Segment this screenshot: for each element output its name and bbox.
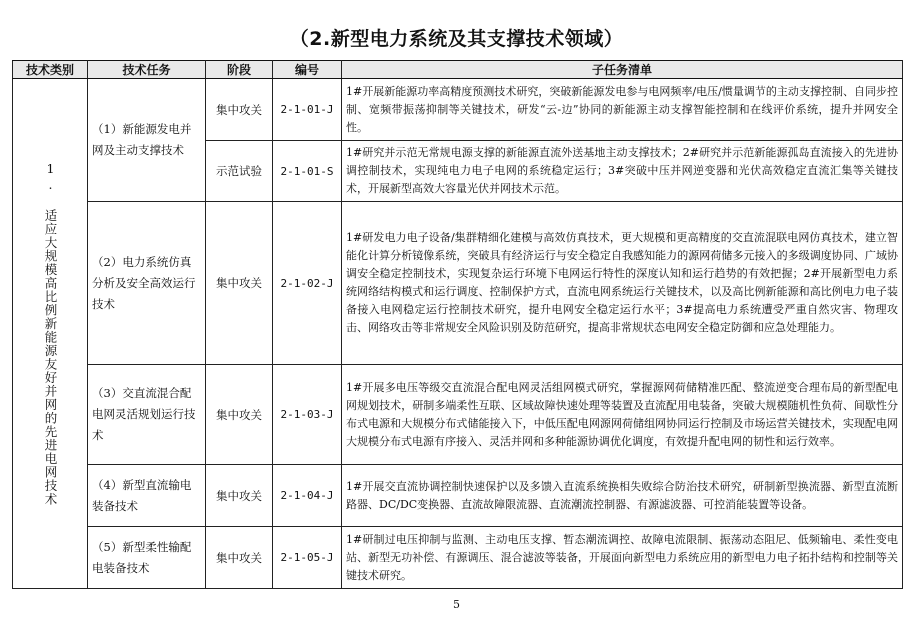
code-cell: 2-1-04-J xyxy=(273,465,342,527)
table-header-row xyxy=(13,61,903,79)
code-cell: 2-1-02-J xyxy=(273,202,342,365)
table-row xyxy=(13,527,903,589)
subtask-cell: 1#开展多电压等级交直流混合配电网灵活组网模式研究，掌握源网荷储精准匹配、整流逆变合理布局的新型配电网规划技术，研制多端柔性互联、区域故障快速处理等装置及直流配用电装备，突破大规模随机性负荷、间歇性分布式电源和大规模分布式储能接入下，中低压配电网源网荷储组网协同运行控制及市场运营关键技术，实现配电网大规模分布式电源有序接入、灵活并网和多种能源协调优化调度，有效提升配电网的韧性和运行效率。 xyxy=(342,365,903,465)
subtask-cell: 1#研究并示范无常规电源支撑的新能源直流外送基地主动支撑技术；2#研究并示范新能源孤岛直流接入的先进协调控制技术，实现纯电力电子电网的系统稳定运行；3#突破中压并网逆变器和光伏高效稳定直流汇集等关键技术，开展新型高效大容量光伏并网技术示范。 xyxy=(342,141,903,202)
code-cell: 2-1-01-S xyxy=(273,141,342,202)
header-code: 编号 xyxy=(273,61,342,79)
task-cell: （5）新型柔性输配电装备技术 xyxy=(88,527,206,589)
stage-cell: 示范试验 xyxy=(206,141,273,202)
stage-cell: 集中攻关 xyxy=(206,365,273,465)
page-number: 5 xyxy=(453,598,460,611)
subtask-cell: 1#研发电力电子设备/集群精细化建模与高效仿真技术，更大规模和更高精度的交直流混联电网仿真技术，建立智能化计算分析镜像系统，突破具有经济运行与安全稳定自我感知能力的源网荷储多元接入的多级调度协同、广域协调安全稳定控制技术，实现复杂运行环境下电网运行特性的深度认知和运行趋势的有效把握；2#开展新型电力系统网络结构模式和运行调度、控制保护方式，直流电网系统运行关键技术，以及高比例新能源和高比例电力电子装备接入电网稳定运行控制技术研究，提升电网安全稳定运行水平；3#提高电力系统遭受严重自然灾害、物理攻击、网络攻击等非常规安全风险识别及防范研究，提高非常规状态电网安全稳定防御和应急处理能力。 xyxy=(342,202,903,365)
code-cell: 2-1-03-J xyxy=(273,365,342,465)
header-category: 技术类别 xyxy=(13,61,88,79)
stage-cell: 集中攻关 xyxy=(206,527,273,589)
header-stage: 阶段 xyxy=(206,61,273,79)
task-cell: （2）电力系统仿真分析及安全高效运行技术 xyxy=(88,202,206,365)
subtask-cell: 1#研制过电压抑制与监测、主动电压支撑、暂态潮流调控、故障电流限制、振荡动态阻尼、低频输电、柔性变电站、新型无功补偿、有源调压、混合滤波等装备，开展面向新型电力系统应用的新型电力电子拓扑结构和控制等关键技术研究。 xyxy=(342,527,903,589)
stage-cell: 集中攻关 xyxy=(206,79,273,141)
code-cell: 2-1-05-J xyxy=(273,527,342,589)
page-title: （2.新型电力系统及其支撑技术领域） xyxy=(289,28,624,50)
category-cell: 1. 适应大规模高比例新能源友好并网的先进电网技术 xyxy=(13,79,88,589)
stage-cell: 集中攻关 xyxy=(206,202,273,365)
header-task: 技术任务 xyxy=(88,61,206,79)
table-row xyxy=(13,365,903,465)
table-row xyxy=(13,79,903,141)
task-cell: （1）新能源发电并网及主动支撑技术 xyxy=(88,79,206,202)
header-subtasks: 子任务清单 xyxy=(342,61,903,79)
subtask-cell: 1#开展交直流协调控制快速保护以及多馈入直流系统换相失败综合防治技术研究，研制新型换流器、新型直流断路器、DC/DC变换器、直流故障限流器、直流潮流控制器、有源滤波器、可控消能装置等设备。 xyxy=(342,465,903,527)
code-cell: 2-1-01-J xyxy=(273,79,342,141)
tech-task-table xyxy=(12,60,903,589)
task-cell: （3）交直流混合配电网灵活规划运行技术 xyxy=(88,365,206,465)
task-cell: （4）新型直流输电装备技术 xyxy=(88,465,206,527)
stage-cell: 集中攻关 xyxy=(206,465,273,527)
table-row xyxy=(13,465,903,527)
table-row xyxy=(13,202,903,365)
subtask-cell: 1#开展新能源功率高精度预测技术研究，突破新能源发电参与电网频率/电压/惯量调节的主动支撑控制、自同步控制、宽频带振荡抑制等关键技术，研发“云-边”协同的新能源主动支撑智能控制和在线评价系统，提升并网安全性。 xyxy=(342,79,903,141)
